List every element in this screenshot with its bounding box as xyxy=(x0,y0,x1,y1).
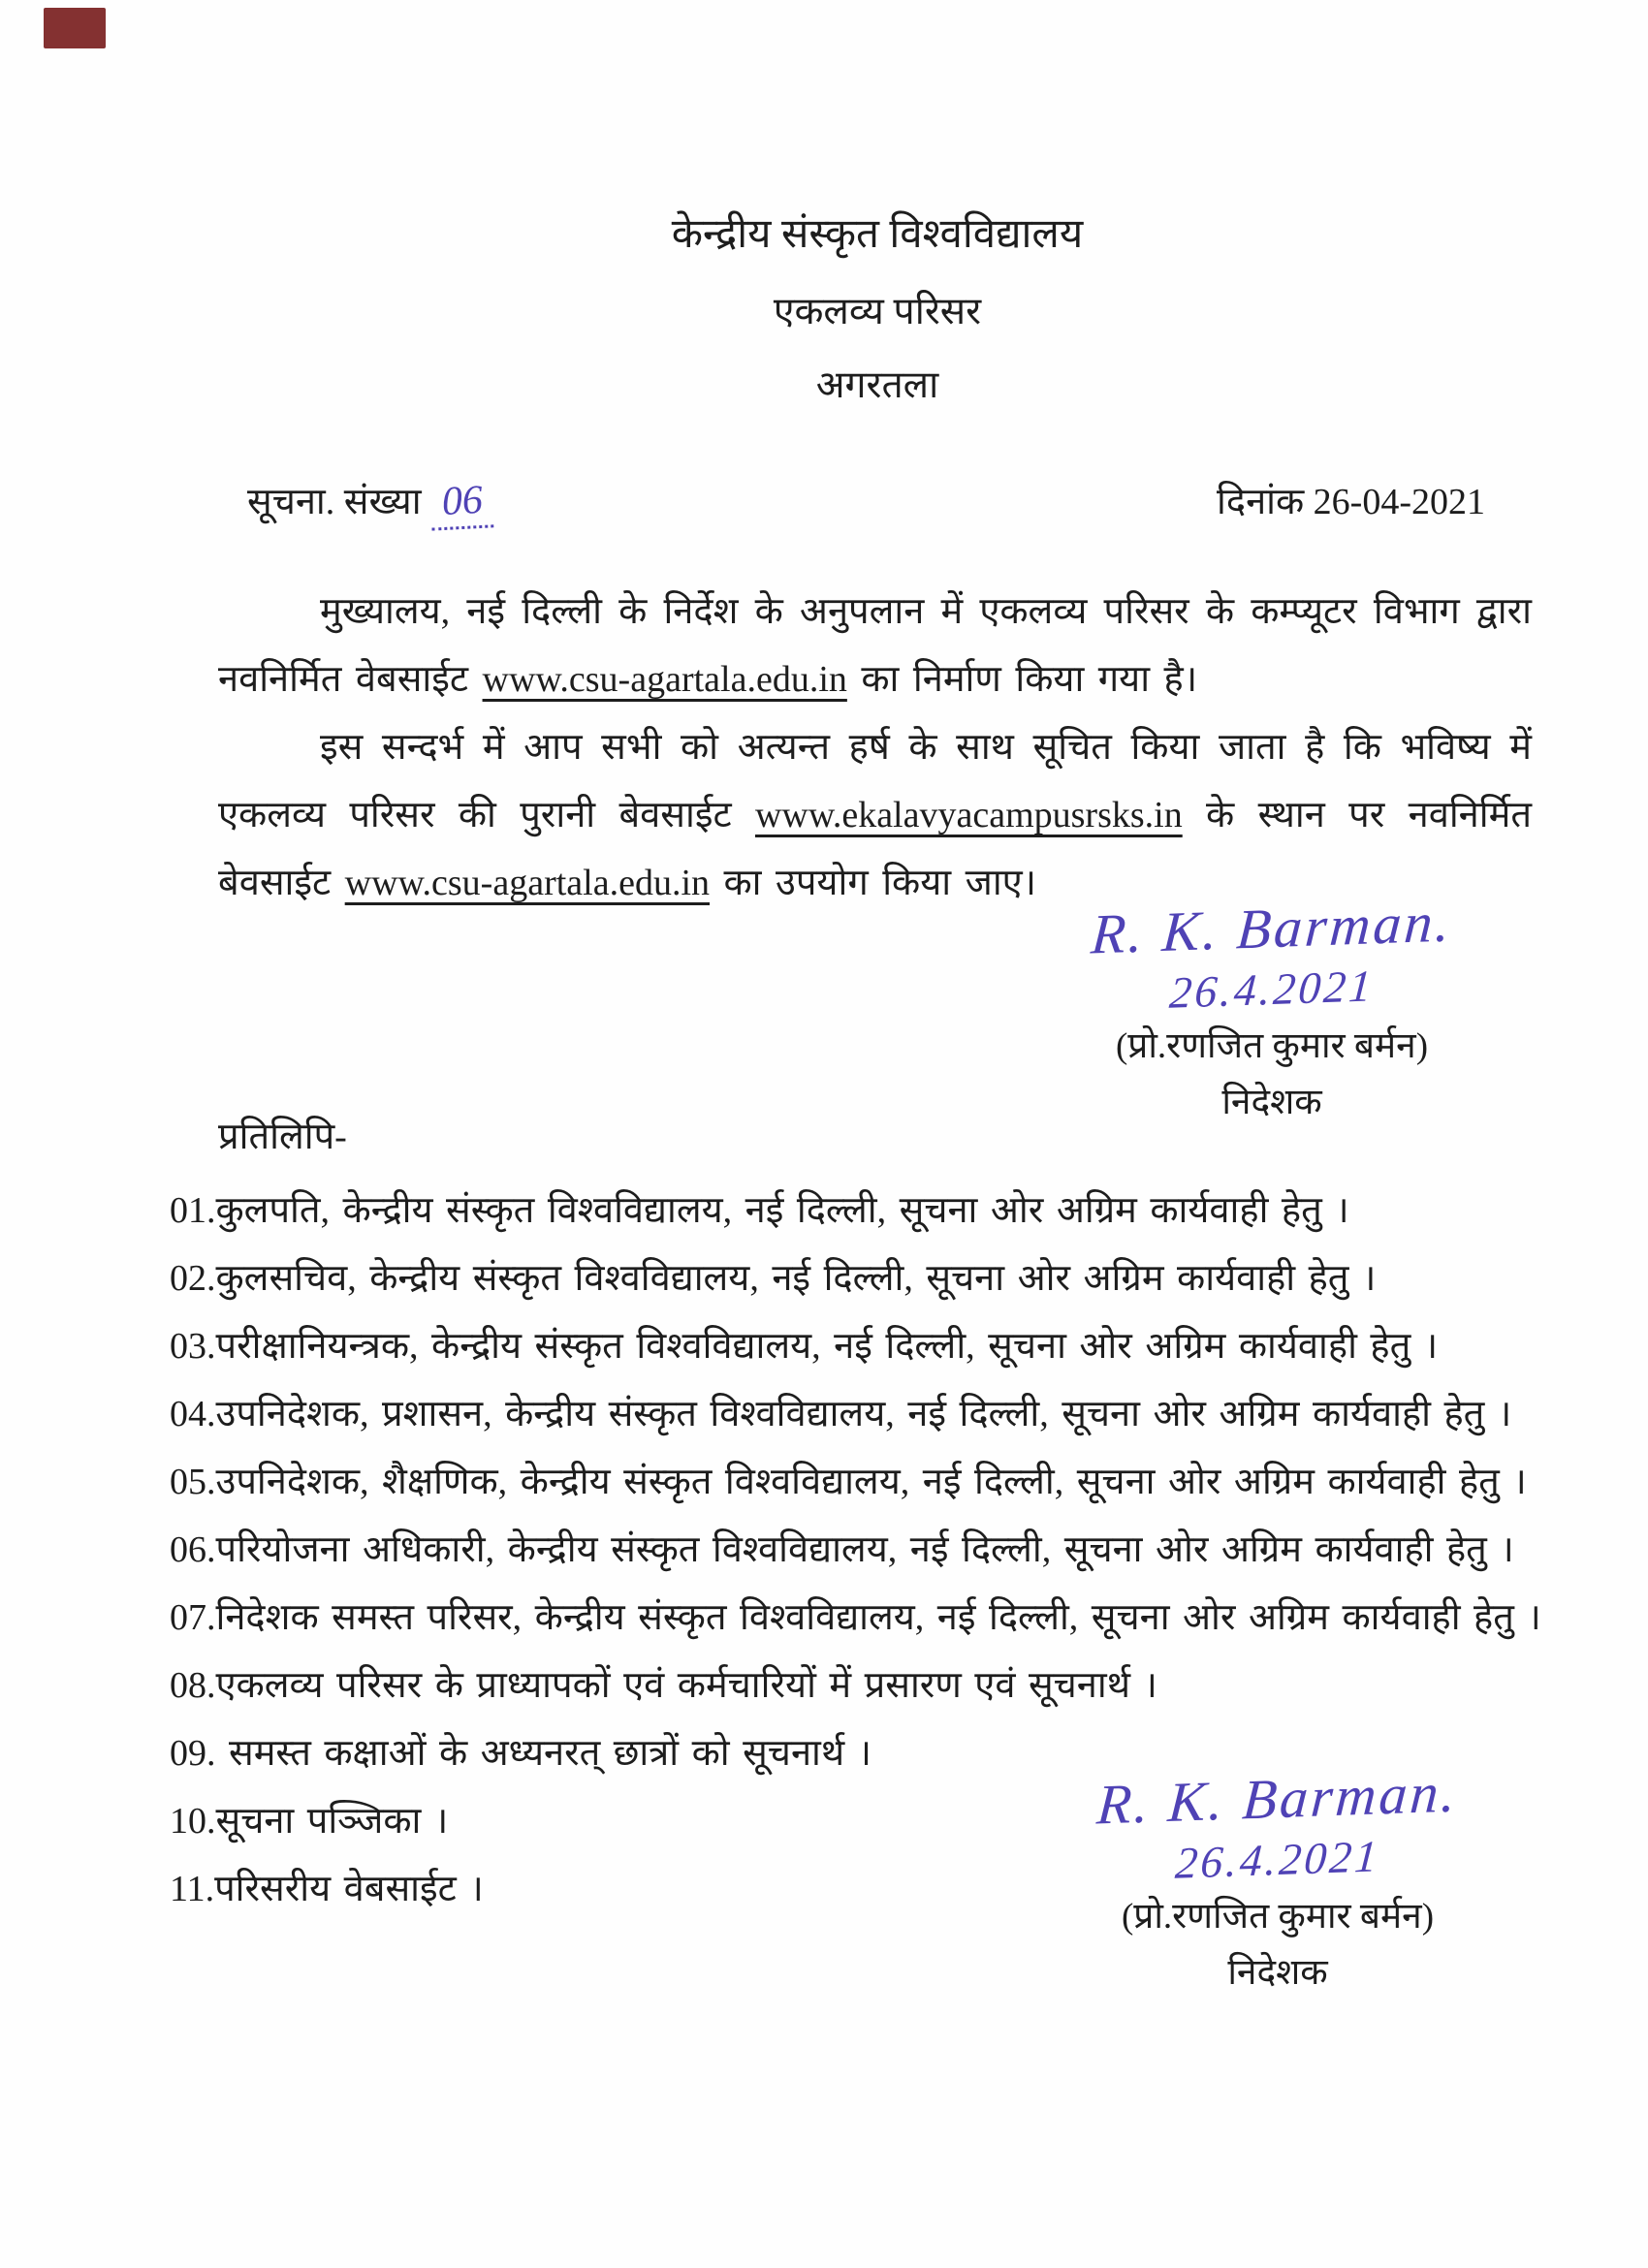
letter-body xyxy=(218,578,1532,917)
new-website-url-2: www.csu-agartala.edu.in xyxy=(344,863,710,903)
copy-list-item: 09. समस्त कक्षाओं के अध्यनरत् छात्रों को सूचनार्थ । xyxy=(170,1733,872,1774)
city-name: अगरतला xyxy=(815,364,939,406)
copy-list-item: 06.परियोजना अधिकारी, केन्द्रीय संस्कृत विश्वविद्यालय, नई दिल्ली, सूचना ओर अग्रिम कार्यवाही हेतु । xyxy=(170,1529,1514,1570)
paragraph-2-middle: के स्थान पर नवनिर्मित बेवसाईट xyxy=(218,795,1532,903)
handwritten-signature: R. K. Barman. xyxy=(1089,890,1455,966)
paragraph-1 xyxy=(218,578,1532,713)
new-website-url: www.csu-agartala.edu.in xyxy=(482,659,847,700)
organization-name: केन्द्रीय संस्कृत विश्वविद्यालय xyxy=(671,212,1084,257)
handwritten-signature-date-2: 26.4.2021 xyxy=(1173,1831,1382,1888)
copy-list-item: 01.कुलपति, केन्द्रीय संस्कृत विश्वविद्यालय, नई दिल्ली, सूचना ओर अग्रिम कार्यवाही हेतु । xyxy=(170,1190,1349,1231)
campus-name: एकलव्य परिसर xyxy=(773,291,982,332)
handwritten-notice-number: 06 xyxy=(429,476,494,530)
signatory-printed-name-2: (प्रो.रणजित कुमार बर्मन) xyxy=(1121,1897,1435,1937)
copy-list-heading: प्रतिलिपि- xyxy=(218,1117,347,1157)
handwritten-signature-date: 26.4.2021 xyxy=(1167,961,1377,1018)
copy-list-item: 04.उपनिदेशक, प्रशासन, केन्द्रीय संस्कृत विश्वविद्यालय, नई दिल्ली, सूचना ओर अग्रिम कार्यवाही हेतु । xyxy=(170,1394,1512,1434)
signatory-designation: निदेशक xyxy=(1221,1083,1322,1122)
copy-list-item: 05.उपनिदेशक, शैक्षणिक, केन्द्रीय संस्कृत विश्वविद्यालय, नई दिल्ली, सूचना ओर अग्रिम कार्यवाही हेतु । xyxy=(170,1462,1527,1502)
paragraph-2-end: का उपयोग किया जाए। xyxy=(710,863,1037,903)
notice-number-label: सूचना. संख्या xyxy=(247,482,422,522)
copy-list-item: 03.परीक्षानियन्त्रक, केन्द्रीय संस्कृत विश्वविद्यालय, नई दिल्ली, सूचना ओर अग्रिम कार्यवाही हेतु । xyxy=(170,1326,1439,1367)
paragraph-1-text: मुख्यालय, नई दिल्ली के निर्देश के अनुपलान में एकलव्य परिसर के कम्प्यूटर विभाग द्वारा नवनिर्मित वेबसाईट xyxy=(218,591,1532,700)
copy-list-item: 08.एकलव्य परिसर के प्राध्यापकों एवं कर्मचारियों में प्रसारण एवं सूचनार्थ । xyxy=(170,1665,1157,1706)
signatory-printed-name: (प्रो.रणजित कुमार बर्मन) xyxy=(1115,1026,1429,1066)
paragraph-1-end: का निर्माण किया गया है। xyxy=(846,659,1198,700)
paragraph-2 xyxy=(218,713,1532,917)
scan-corner-mark xyxy=(44,8,106,48)
meta-row xyxy=(247,475,1485,529)
handwritten-signature-2: R. K. Barman. xyxy=(1094,1760,1461,1837)
copy-list-item: 11.परिसरीय वेबसाईट । xyxy=(170,1869,484,1909)
signature-block-bottom xyxy=(1016,1760,1539,2002)
signatory-designation-2: निदेशक xyxy=(1227,1953,1328,1993)
copy-list-item: 10.सूचना पञ्जिका । xyxy=(170,1801,449,1842)
notice-number-line xyxy=(247,475,492,529)
old-website-url: www.ekalavyacampusrsks.in xyxy=(754,795,1183,835)
copy-list-item: 07.निदेशक समस्त परिसर, केन्द्रीय संस्कृत विश्वविद्यालय, नई दिल्ली, सूचना ओर अग्रिम कार्यवाही हेतु । xyxy=(170,1597,1541,1638)
letterhead xyxy=(107,194,1648,423)
signature-block-top xyxy=(1010,890,1534,1132)
date-line: दिनांक 26-04-2021 xyxy=(1217,482,1485,522)
paragraph-2-text: इस सन्दर्भ में आप सभी को अत्यन्त हर्ष के साथ सूचित किया जाता है कि भविष्य में एकलव्य परिसर की पुरानी बेवसाईट xyxy=(218,727,1532,835)
copy-list-item: 02.कुलसचिव, केन्द्रीय संस्कृत विश्वविद्यालय, नई दिल्ली, सूचना ओर अग्रिम कार्यवाही हेतु । xyxy=(170,1258,1377,1299)
